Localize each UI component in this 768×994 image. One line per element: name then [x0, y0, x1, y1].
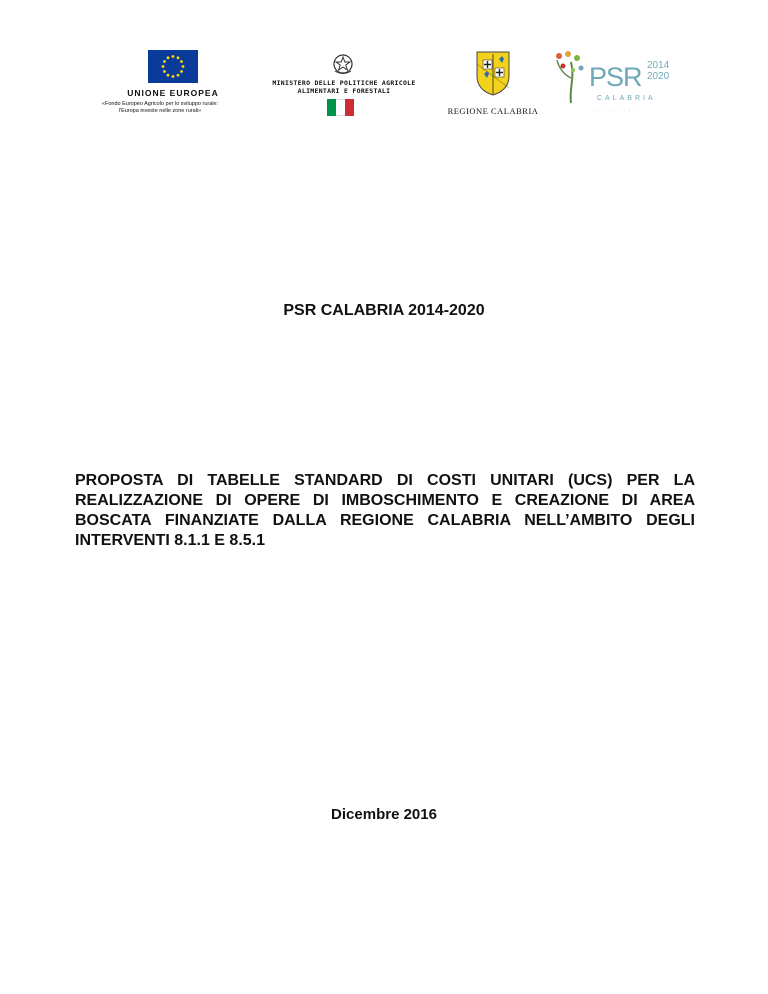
eu-logo	[96, 50, 226, 120]
eu-logo-title: UNIONE EUROPEA	[127, 88, 219, 98]
psr-mark: PSR	[589, 62, 642, 92]
psr-tagline-graphic: · · · · · · · · ·	[593, 108, 637, 114]
eu-flag-icon	[148, 50, 198, 83]
document-date: Dicembre 2016	[331, 806, 437, 823]
ministry-title	[250, 79, 438, 95]
ministry-title-line2: ALIMENTARI E FORESTALI	[297, 87, 391, 95]
eu-logo-subtitle: «Fondo Europeo Agricolo per lo sviluppo rurale: l'Europa investe nelle zone rurali»	[101, 101, 219, 114]
italian-flag-icon	[327, 99, 354, 116]
calabria-crest-icon	[473, 50, 513, 96]
eu-stars-icon	[148, 50, 198, 83]
regione-calabria-logo	[440, 50, 550, 118]
flag-red-stripe	[345, 99, 354, 116]
document-title: PROPOSTA DI TABELLE STANDARD DI COSTI UNITARI (UCS) PER LA REALIZZAZIONE DI OPERE DI IMBOSCHIMENTO E CREAZIONE DI AREA BOSCATA FINANZIATE DALLA REGIONE CALABRIA NELL’AMBITO DEGLI INTERVENTI 8.1.1 E 8.5.1	[75, 472, 695, 549]
psr-region: CALABRIA	[597, 95, 656, 102]
psr-year-end: 2020	[647, 71, 670, 82]
flag-green-stripe	[327, 99, 336, 116]
ministry-title-line1: MINISTERO DELLE POLITICHE AGRICOLE	[272, 79, 416, 87]
regione-calabria-label: REGIONE CALABRIA	[447, 106, 539, 116]
document-subtitle: PSR CALABRIA 2014-2020	[283, 302, 485, 319]
ministry-logo	[250, 52, 450, 116]
psr-years	[647, 60, 669, 82]
italian-republic-emblem-icon	[332, 52, 354, 76]
psr-calabria-logo	[553, 48, 683, 124]
psr-tree-figure-icon	[553, 48, 589, 104]
psr-year-start: 2014	[647, 60, 670, 71]
flag-white-stripe	[336, 99, 345, 116]
